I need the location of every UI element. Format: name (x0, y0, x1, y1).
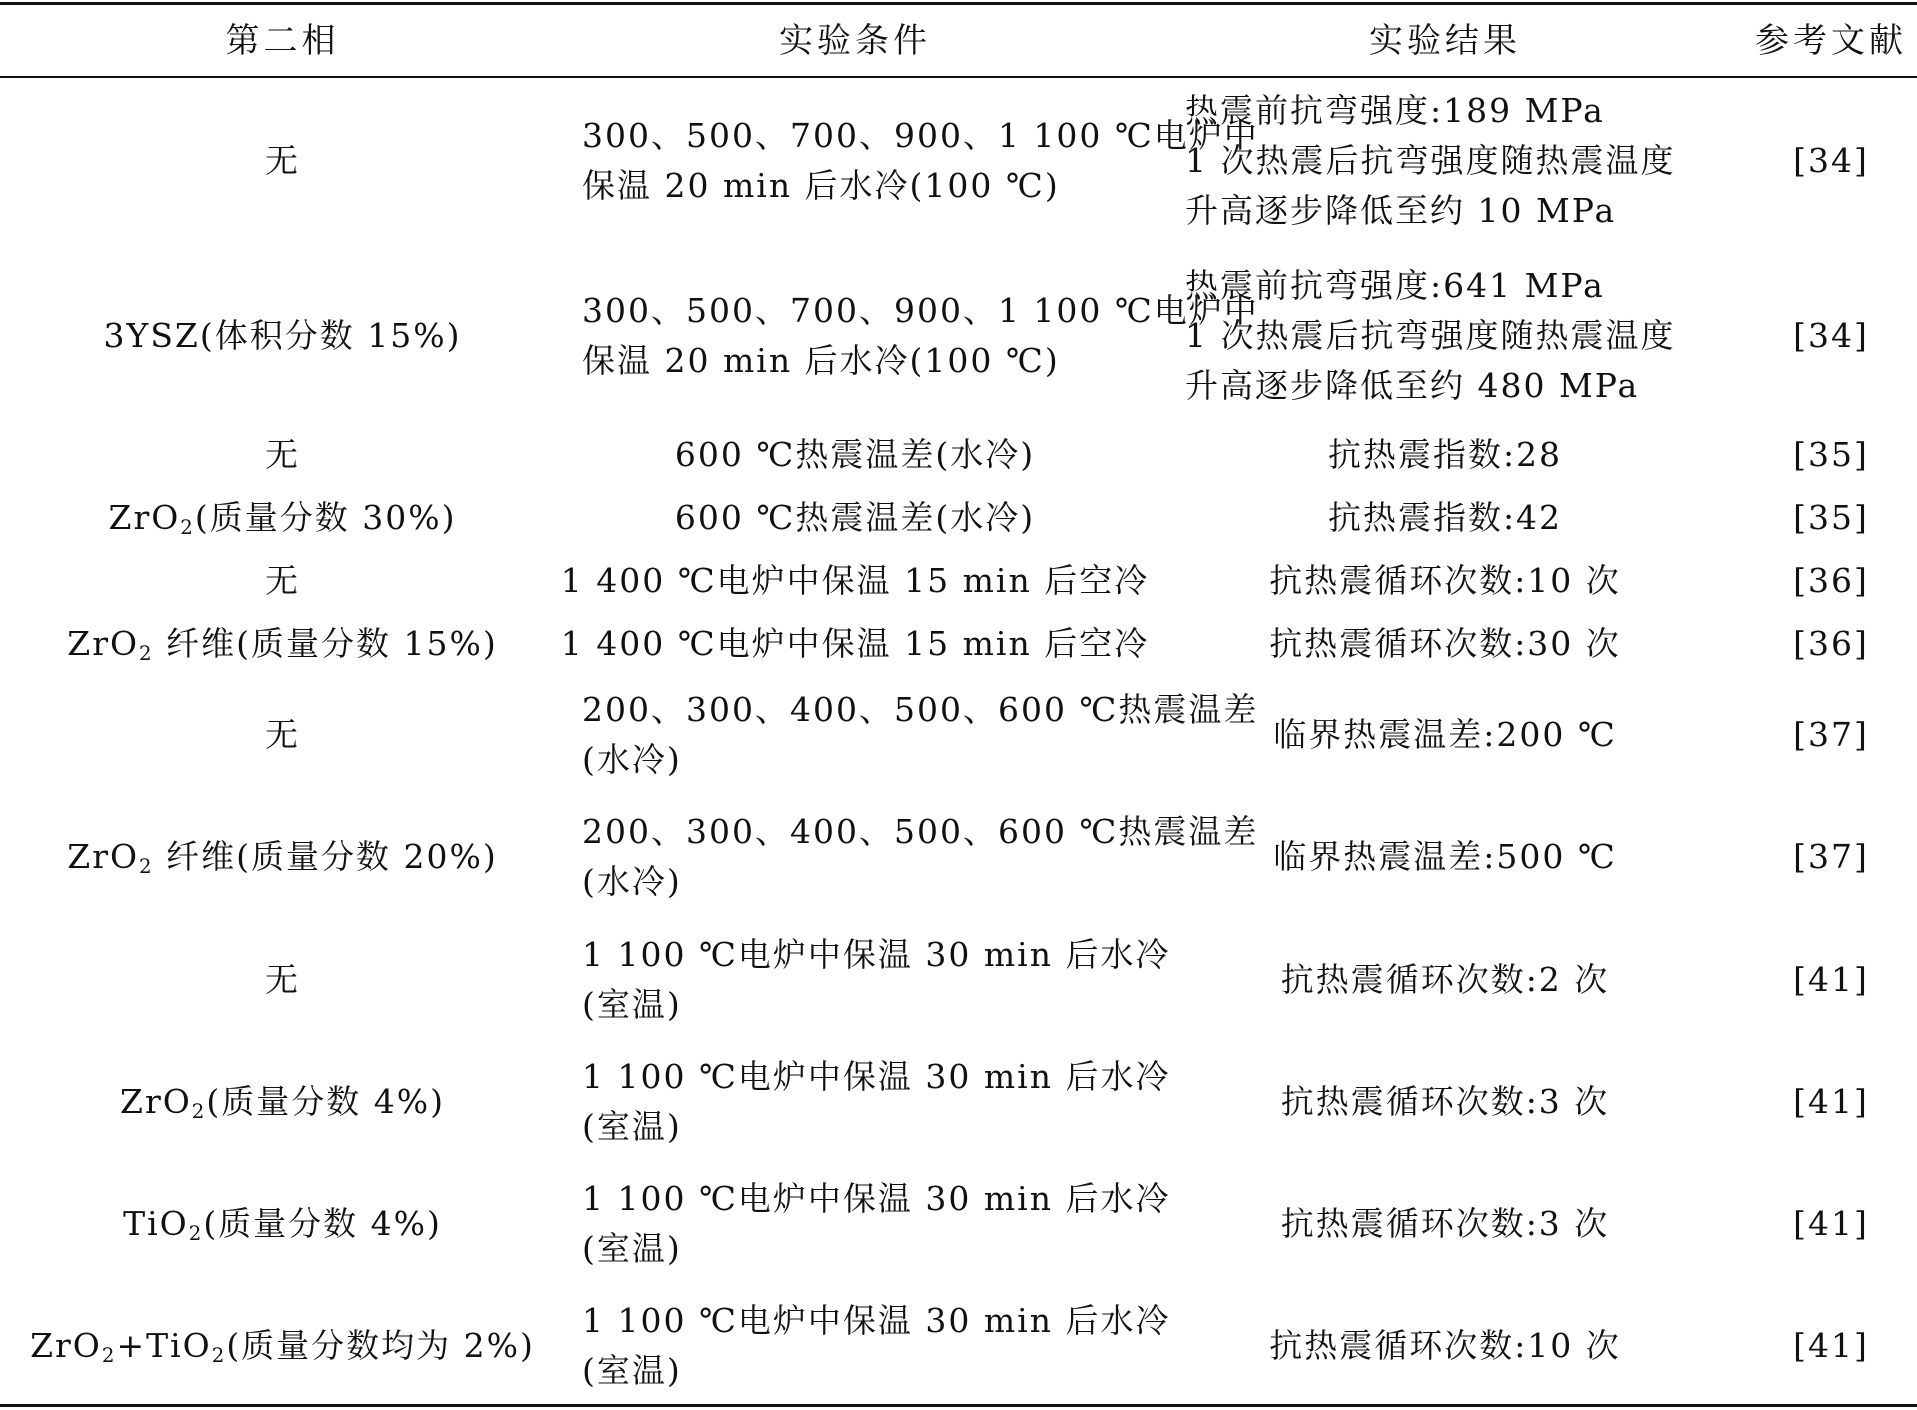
result-cell: 抗热震指数:28 (1327, 435, 1563, 474)
condition-line: 1 100 ℃电炉中保温 30 min 后水冷 (582, 1301, 1171, 1340)
condition-cell (565, 807, 1259, 907)
phase-cell: ZrO$_2$+TiO$_2$(质量分数均为 2%) (30, 1326, 535, 1367)
condition-cell (565, 685, 1259, 785)
table-header-rule (0, 76, 1917, 78)
condition-cell (565, 1296, 1171, 1396)
condition-line: (水冷) (582, 740, 682, 779)
reference-cell: [37] (1793, 715, 1869, 754)
result-line: 1 次热震后抗弯强度随热震温度 (1185, 141, 1676, 180)
table-row (0, 556, 1917, 606)
reference-cell: [35] (1793, 498, 1869, 537)
condition-cell: 600 ℃热震温差(水冷) (674, 435, 1036, 474)
reference-cell: [41] (1793, 960, 1869, 999)
result-line: 热震前抗弯强度:189 MPa (1185, 91, 1605, 130)
header-results: 实验结果 (1369, 20, 1521, 61)
reference-cell: [34] (1793, 316, 1869, 355)
header-references: 参考文献 (1755, 20, 1907, 61)
reference-cell: [36] (1793, 624, 1869, 663)
condition-line: (室温) (582, 1229, 682, 1268)
table-bottom-rule (0, 1404, 1917, 1407)
condition-cell (565, 930, 1171, 1030)
reference-cell: [36] (1793, 561, 1869, 600)
table-row (0, 807, 1917, 907)
phase-cell: ZrO$_2$(质量分数 4%) (120, 1082, 445, 1123)
table-row (0, 930, 1917, 1030)
result-cell: 抗热震指数:42 (1327, 498, 1563, 537)
condition-line: (室温) (582, 985, 682, 1024)
condition-cell: 600 ℃热震温差(水冷) (674, 498, 1036, 537)
condition-cell: 1 400 ℃电炉中保温 15 min 后空冷 (560, 561, 1150, 600)
table-row (0, 1296, 1917, 1396)
phase-cell: ZrO$_2$ 纤维(质量分数 20%) (67, 837, 498, 878)
phase-cell: 无 (265, 960, 300, 999)
result-cell: 临界热震温差:500 ℃ (1273, 837, 1617, 876)
phase-cell: 无 (265, 435, 300, 474)
reference-cell: [35] (1793, 435, 1869, 474)
condition-line: (室温) (582, 1107, 682, 1146)
table-row (0, 685, 1917, 785)
condition-cell: 1 400 ℃电炉中保温 15 min 后空冷 (560, 624, 1150, 663)
result-line: 1 次热震后抗弯强度随热震温度 (1185, 316, 1676, 355)
phase-cell: ZrO$_2$(质量分数 30%) (108, 498, 457, 539)
phase-cell: 3YSZ(体积分数 15%) (103, 316, 462, 355)
condition-line: (水冷) (582, 862, 682, 901)
phase-cell: 无 (265, 561, 300, 600)
condition-line: 200、300、400、500、600 ℃热震温差 (582, 812, 1259, 851)
phase-cell: 无 (265, 715, 300, 754)
table-row (0, 430, 1917, 480)
header-conditions: 实验条件 (779, 20, 931, 61)
condition-line: 300、500、700、900、1 100 ℃电炉中 (582, 291, 1259, 330)
reference-cell: [41] (1793, 1082, 1869, 1121)
result-cell: 抗热震循环次数:30 次 (1269, 624, 1621, 663)
table-row (0, 1052, 1917, 1152)
condition-cell (565, 261, 1259, 411)
result-cell: 抗热震循环次数:3 次 (1280, 1082, 1610, 1121)
result-cell: 抗热震循环次数:3 次 (1280, 1204, 1610, 1243)
condition-cell (565, 1052, 1171, 1152)
phase-cell: 无 (265, 141, 300, 180)
condition-line: (室温) (582, 1351, 682, 1390)
result-cell (1145, 261, 1745, 411)
result-cell: 抗热震循环次数:2 次 (1280, 960, 1610, 999)
result-cell: 抗热震循环次数:10 次 (1269, 1326, 1621, 1365)
reference-cell: [41] (1793, 1204, 1869, 1243)
result-cell (1145, 86, 1745, 236)
phase-cell: ZrO$_2$ 纤维(质量分数 15%) (67, 624, 498, 665)
table-row (0, 619, 1917, 669)
result-cell: 临界热震温差:200 ℃ (1273, 715, 1617, 754)
reference-cell: [37] (1793, 837, 1869, 876)
condition-line: 1 100 ℃电炉中保温 30 min 后水冷 (582, 935, 1171, 974)
table-row (0, 1174, 1917, 1274)
table-row (0, 261, 1917, 411)
table-header-row (0, 5, 1917, 76)
result-cell: 抗热震循环次数:10 次 (1269, 561, 1621, 600)
condition-line: 200、300、400、500、600 ℃热震温差 (582, 690, 1259, 729)
condition-line: 保温 20 min 后水冷(100 ℃) (582, 341, 1060, 380)
table-row (0, 86, 1917, 236)
reference-cell: [41] (1793, 1326, 1869, 1365)
reference-cell: [34] (1793, 141, 1869, 180)
condition-line: 300、500、700、900、1 100 ℃电炉中 (582, 116, 1259, 155)
header-second-phase: 第二相 (225, 20, 340, 61)
result-line: 热震前抗弯强度:641 MPa (1185, 266, 1605, 305)
condition-line: 1 100 ℃电炉中保温 30 min 后水冷 (582, 1179, 1171, 1218)
table-row (0, 493, 1917, 543)
result-line: 升高逐步降低至约 480 MPa (1185, 366, 1640, 405)
condition-cell (565, 86, 1259, 236)
result-line: 升高逐步降低至约 10 MPa (1185, 191, 1617, 230)
condition-line: 1 100 ℃电炉中保温 30 min 后水冷 (582, 1057, 1171, 1096)
phase-cell: TiO$_2$(质量分数 4%) (123, 1204, 442, 1245)
condition-line: 保温 20 min 后水冷(100 ℃) (582, 166, 1060, 205)
condition-cell (565, 1174, 1171, 1274)
